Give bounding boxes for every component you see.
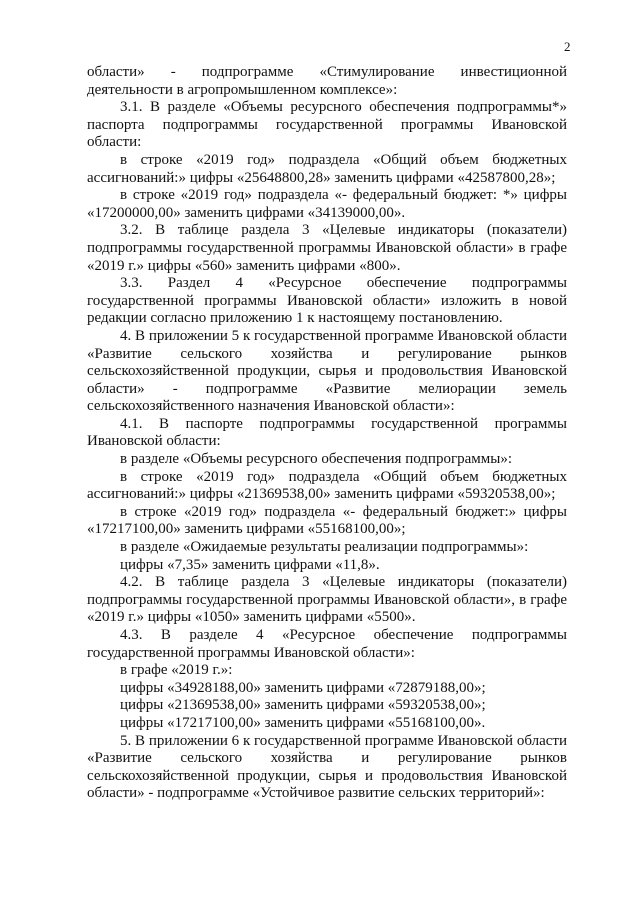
- paragraph: 3.3. Раздел 4 «Ресурсное обеспечение подпрограммы государственной программы Ивановской области» изложить в новой редакции согласно приложению 1 к настоящему постановлению.: [87, 275, 567, 327]
- paragraph: 4.1. В паспорте подпрограммы государственной программы Ивановской области:: [87, 415, 567, 450]
- paragraph: цифры «34928188,00» заменить цифрами «72879188,00»;: [120, 679, 486, 696]
- paragraph: 4.2. В таблице раздела 3 «Целевые индикаторы (показатели) подпрограммы государственной программы Ивановской области», в графе «2019 г.» цифры «1050» заменить цифрами «5500».: [87, 574, 567, 626]
- paragraph: цифры «17217100,00» заменить цифрами «55168100,00».: [120, 714, 486, 731]
- paragraph: в строке «2019 год» подраздела «- федеральный бюджет: *» цифры «17200000,00» заменить цифрами «34139000,00».: [87, 187, 567, 221]
- paragraph: 4. В приложении 5 к государственной программе Ивановской области «Развитие сельского хозяйства и регулирование рынков сельскохозяйственной продукции, сырья и продовольствия Ивановской области» - подпрограмме «Развитие мелиорации земель сельскохозяйственного назначения Ивановской области»:: [87, 327, 567, 415]
- paragraph: в разделе «Ожидаемые результаты реализации подпрограммы»:: [120, 539, 529, 556]
- paragraph: 3.2. В таблице раздела 3 «Целевые индикаторы (показатели) подпрограммы государственной программы Ивановской области» в графе «2019 г.» цифры «560» заменить цифрами «800».: [87, 222, 567, 274]
- paragraph: 4.3. В разделе 4 «Ресурсное обеспечение подпрограммы государственной программы Ивановской области»:: [87, 627, 567, 661]
- document-body: [87, 64, 567, 803]
- page-number: 2: [564, 39, 571, 54]
- paragraph: области» - подпрограмме «Стимулирование инвестиционной деятельности в агропромышленном комплексе»:: [87, 64, 567, 98]
- paragraph: в графе «2019 г.»:: [120, 662, 233, 679]
- paragraph: в строке «2019 год» подраздела «Общий объем бюджетных ассигнований:» цифры «25648800,28» заменить цифрами «42587800,28»;: [87, 151, 567, 186]
- paragraph: цифры «21369538,00» заменить цифрами «59320538,00»;: [120, 697, 486, 714]
- paragraph: в строке «2019 год» подраздела «- федеральный бюджет:» цифры «17217100,00» заменить цифрами «55168100,00»;: [87, 503, 567, 538]
- paragraph: в разделе «Объемы ресурсного обеспечения подпрограммы»:: [120, 451, 512, 468]
- paragraph: 3.1. В разделе «Объемы ресурсного обеспечения подпрограммы*» паспорта подпрограммы государственной программы Ивановской области:: [87, 99, 567, 151]
- paragraph: цифры «7,35» заменить цифрами «11,8».: [120, 556, 380, 573]
- paragraph: в строке «2019 год» подраздела «Общий объем бюджетных ассигнований:» цифры «21369538,00» заменить цифрами «59320538,00»;: [87, 468, 567, 503]
- paragraph: 5. В приложении 6 к государственной программе Ивановской области «Развитие сельского хозяйства и регулирование рынков сельскохозяйственной продукции, сырья и продовольствия Ивановской области» - подпрограмме «Устойчивое развитие сельских территорий»:: [87, 732, 567, 802]
